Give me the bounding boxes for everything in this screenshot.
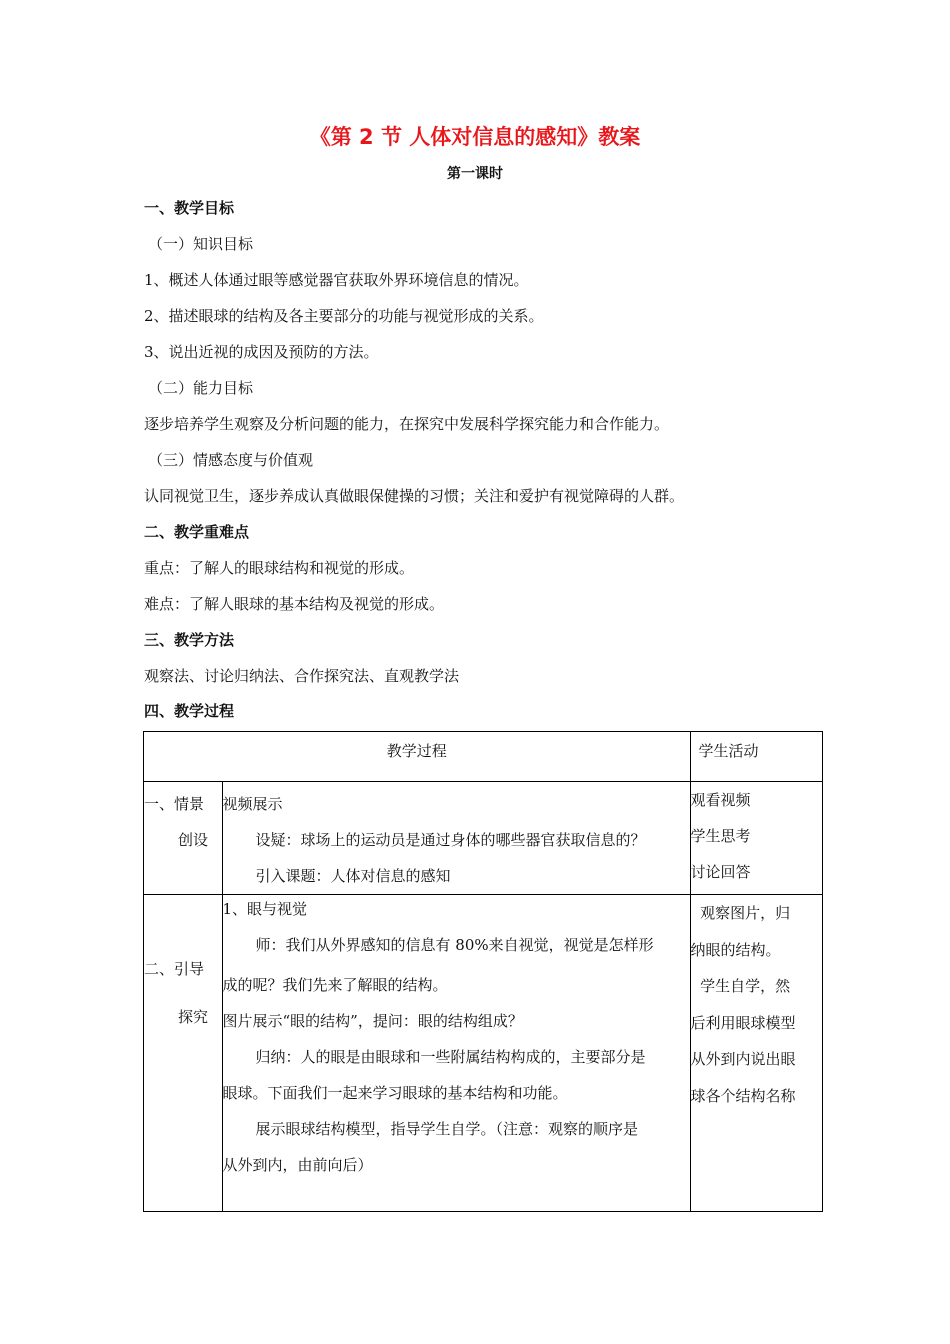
document-subtitle: 第一课时	[447, 166, 503, 182]
process-cell	[222, 895, 690, 1212]
activity-line: 讨论回答	[690, 863, 751, 881]
process-line: 展示眼球结构模型，指导学生自学。（注意：观察的顺序是	[255, 1120, 639, 1138]
activity-line: 观察图片，归	[690, 904, 791, 922]
process-line: 设疑：球场上的运动员是通过身体的哪些器官获取信息的？	[255, 831, 646, 849]
header-activity: 学生活动	[690, 732, 822, 782]
key-point: 重点：了解人的眼球结构和视觉的形成。	[144, 559, 415, 577]
activity-line: 球各个结构名称	[690, 1086, 796, 1105]
stage-label: 创设	[178, 831, 209, 849]
subheading-emotion: （三）情感态度与价值观	[148, 451, 314, 469]
activity-cell	[690, 895, 822, 1212]
section-heading-objectives: 一、教学目标	[144, 199, 235, 217]
table-row	[144, 895, 823, 1212]
activity-line: 学生思考	[690, 827, 751, 845]
document-title: 《第 2 节 人体对信息的感知》教案	[309, 125, 641, 149]
process-table	[143, 731, 823, 1212]
subheading-ability: （二）能力目标	[148, 379, 254, 397]
methods-text: 观察法、讨论归纳法、合作探究法、直观教学法	[144, 667, 460, 685]
stage-cell	[144, 895, 223, 1212]
process-line: 视频展示	[222, 795, 283, 813]
table-header-row	[144, 732, 823, 782]
activity-line: 观看视频	[690, 791, 751, 809]
process-line: 归纳：人的眼是由眼球和一些附属结构构成的，主要部分是	[255, 1048, 646, 1066]
emotion-item: 认同视觉卫生，逐步养成认真做眼保健操的习惯；关注和爱护有视觉障碍的人群。	[144, 487, 685, 505]
ability-item: 逐步培养学生观察及分析问题的能力，在探究中发展科学探究能力和合作能力。	[144, 415, 670, 433]
difficult-point: 难点：了解人眼球的基本结构及视觉的形成。	[144, 595, 445, 613]
process-line: 1、眼与视觉	[222, 900, 308, 918]
process-line: 图片展示“眼的结构”，提问：眼的结构组成？	[222, 1012, 523, 1030]
activity-line: 从外到内说出眼	[690, 1050, 796, 1068]
stage-cell	[144, 782, 223, 895]
section-heading-process: 四、教学过程	[144, 702, 235, 720]
process-line: 从外到内，由前向后）	[222, 1156, 373, 1174]
stage-label: 一、情景	[144, 795, 205, 813]
subheading-knowledge: （一）知识目标	[148, 235, 254, 253]
section-heading-key-points: 二、教学重难点	[144, 523, 250, 541]
knowledge-item-1: 1、概述人体通过眼等感觉器官获取外界环境信息的情况。	[144, 271, 529, 289]
stage-label: 二、引导	[144, 960, 205, 978]
knowledge-item-3: 3、说出近视的成因及预防的方法。	[144, 343, 379, 361]
activity-line: 学生自学，然	[690, 977, 791, 995]
process-cell	[222, 782, 690, 895]
section-heading-methods: 三、教学方法	[144, 631, 235, 649]
process-line: 成的呢？我们先来了解眼的结构。	[222, 976, 448, 994]
process-line: 引入课题：人体对信息的感知	[255, 867, 451, 885]
activity-line: 纳眼的结构。	[690, 940, 781, 959]
stage-label: 探究	[178, 1008, 209, 1026]
activity-line: 后利用眼球模型	[690, 1013, 796, 1032]
process-line: 师：我们从外界感知的信息有 80%来自视觉，视觉是怎样形	[255, 936, 654, 954]
table-row	[144, 782, 823, 895]
activity-cell	[690, 782, 822, 895]
knowledge-item-2: 2、描述眼球的结构及各主要部分的功能与视觉形成的关系。	[144, 307, 544, 325]
process-line: 眼球。下面我们一起来学习眼球的基本结构和功能。	[222, 1084, 568, 1102]
header-process: 教学过程	[144, 732, 691, 782]
